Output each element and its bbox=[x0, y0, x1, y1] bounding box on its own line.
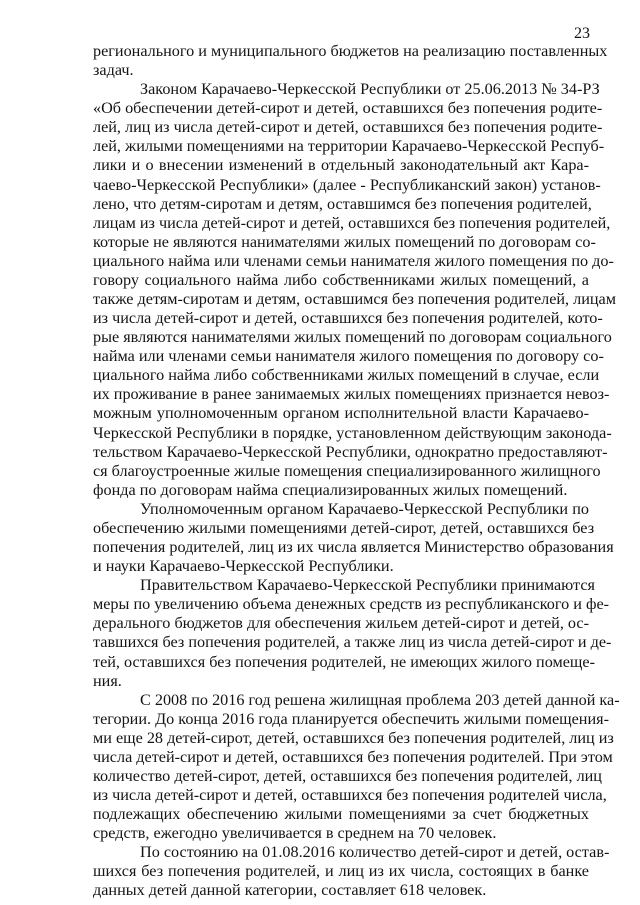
text-line: С 2008 по 2016 год решена жилищная проблема 203 детей данной ка- bbox=[140, 690, 620, 709]
text-line: лики и о внесении изменений в отдельный законодательный акт Кара- bbox=[93, 156, 589, 175]
text-line: шихся без попечения родителей, и лиц из их числа, состоящих в банке bbox=[93, 862, 589, 881]
text-line: также детям-сиротам и детям, оставшимся без попечения родителей, лицам bbox=[93, 290, 616, 309]
text-line: числа детей-сирот и детей, оставшихся без попечения родителей. При этом bbox=[93, 747, 613, 766]
text-line: Правительством Карачаево-Черкесской Республики принимаются bbox=[140, 576, 595, 595]
paragraph bbox=[93, 843, 610, 900]
text-line: обеспечению жилыми помещениями детей-сирот, детей, оставшихся без bbox=[93, 518, 595, 537]
text-line: «Об обеспечении детей-сирот и детей, оставшихся без попечения родите- bbox=[93, 99, 603, 118]
text-line: чаево-Черкесской Республики» (далее - Республиканский закон) установ- bbox=[93, 175, 601, 194]
text-line: ся благоустроенные жилые помещения специализированного жилищного bbox=[93, 461, 601, 480]
paragraph bbox=[93, 499, 614, 576]
paragraph bbox=[93, 42, 608, 80]
text-line: Черкесской Республики в порядке, установленном действующим законода- bbox=[93, 423, 612, 442]
text-line: их проживание в ранее занимаемых жилых помещениях признается невоз- bbox=[93, 385, 610, 404]
paragraph bbox=[93, 80, 616, 500]
text-line: Законом Карачаево-Черкесской Республики от 25.06.2013 № 34-РЗ bbox=[140, 80, 600, 99]
text-line: рые являются нанимателями жилых помещений по договорам социального bbox=[93, 328, 612, 347]
text-line: попечения родителей, лиц из их числа является Министерство образования bbox=[93, 538, 614, 557]
text-line: Уполномоченным органом Карачаево-Черкесской Республики по bbox=[140, 499, 589, 518]
text-line: циального найма либо собственниками жилых помещений в случае, если bbox=[93, 366, 600, 385]
text-line: лицам из числа детей-сирот и детей, оставшихся без попечения родителей, bbox=[93, 213, 611, 232]
text-line: тегории. До конца 2016 года планируется обеспечить жилыми помещения- bbox=[93, 709, 609, 728]
text-line: из числа детей-сирот и детей, оставшихся без попечения родителей числа, bbox=[93, 786, 607, 805]
text-line: найма или членами семьи нанимателя жилого помещения по договору со- bbox=[93, 347, 604, 366]
text-line: средств, ежегодно увеличивается в среднем на 70 человек. bbox=[93, 824, 497, 843]
paragraph bbox=[93, 576, 612, 690]
text-line: говору социального найма либо собственниками жилых помещений, а bbox=[93, 270, 589, 289]
text-line: циального найма или членами семьи нанимателя жилого помещения по до- bbox=[93, 251, 614, 270]
text-line: количество детей-сирот, детей, оставшихся без попечения родителей, лиц bbox=[93, 766, 602, 785]
text-line: данных детей данной категории, составляет 618 человек. bbox=[93, 881, 487, 900]
text-line: лей, жилыми помещениями на территории Карачаево-Черкесской Респуб- bbox=[93, 137, 605, 156]
text-line: тавшихся без попечения родителей, а также лиц из числа детей-сирот и де- bbox=[93, 633, 612, 652]
text-line: задач. bbox=[93, 61, 134, 80]
paragraph bbox=[93, 690, 620, 844]
text-line: лей, лиц из числа детей-сирот и детей, оставшихся без попечения родите- bbox=[93, 118, 603, 137]
text-line: меры по увеличению объема денежных средств из республиканского и фе- bbox=[93, 595, 610, 614]
text-line: ми еще 28 детей-сирот, детей, оставшихся без попечения родителей, лиц из bbox=[93, 728, 614, 747]
text-line: тей, оставшихся без попечения родителей, не имеющих жилого помеще- bbox=[93, 652, 595, 671]
text-line: По состоянию на 01.08.2016 количество детей-сирот и детей, остав- bbox=[140, 843, 610, 862]
text-line: можным уполномоченным органом исполнительной власти Карачаево- bbox=[93, 404, 589, 423]
text-line: регионального и муниципального бюджетов на реализацию поставленных bbox=[93, 42, 608, 60]
text-line: тельством Карачаево-Черкесской Республики, однократно предоставляют- bbox=[93, 442, 608, 461]
text-line: лено, что детям-сиротам и детям, оставшимся без попечения родителей, bbox=[93, 194, 592, 213]
text-line: ния. bbox=[93, 671, 122, 690]
text-line: дерального бюджетов для обеспечения жильем детей-сирот и детей, ос- bbox=[93, 614, 589, 633]
document-body bbox=[93, 42, 620, 901]
text-line: подлежащих обеспечению жилыми помещениями за счет бюджетных bbox=[93, 805, 589, 824]
text-line: которые не являются нанимателями жилых помещений по договорам со- bbox=[93, 232, 596, 251]
text-line: фонда по договорам найма специализированных жилых помещений. bbox=[93, 480, 568, 499]
text-line: и науки Карачаево-Черкесской Республики. bbox=[93, 557, 394, 576]
page-number: 23 bbox=[574, 25, 590, 42]
text-line: из числа детей-сирот и детей, оставшихся без попечения родителей, кото- bbox=[93, 309, 603, 328]
